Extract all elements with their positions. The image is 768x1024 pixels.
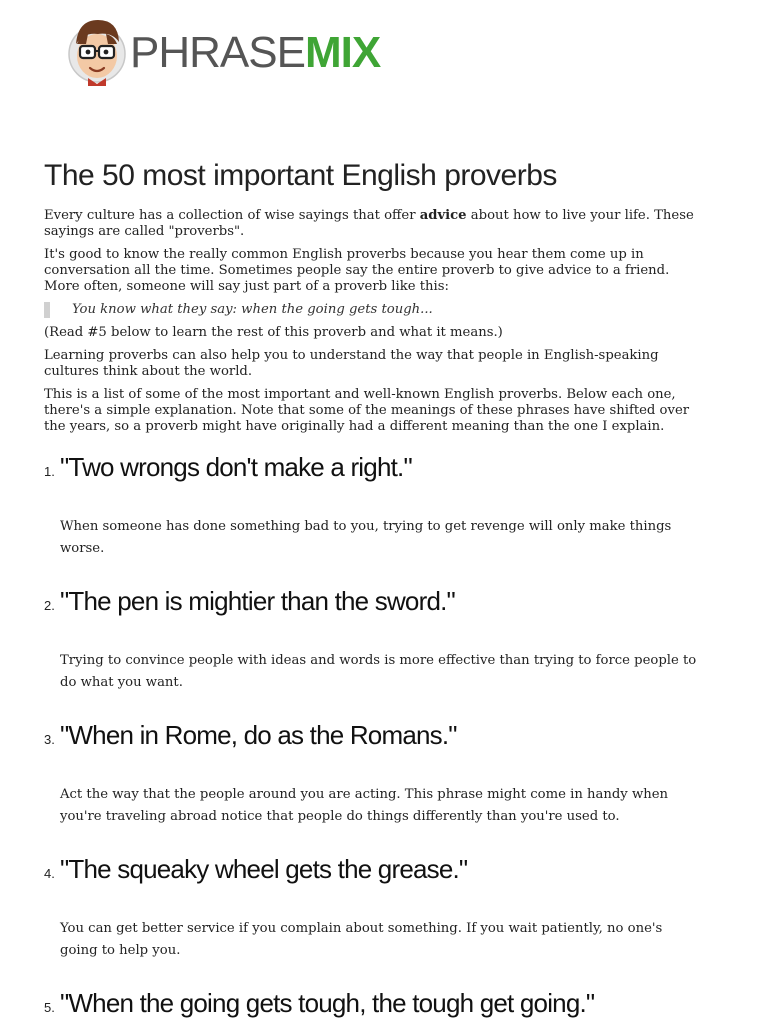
proverb-number: 4. [44, 866, 55, 881]
proverb-item [44, 584, 724, 718]
phrasemix-logo[interactable] [68, 14, 381, 86]
proverb-description: Act the way that the people around you are acting. This phrase might come in handy when you're traveling abroad notice that people do things differently than you're used to. [60, 787, 669, 824]
brand-name-part2: MIX [304, 28, 381, 77]
proverb-title: "When the going gets tough, the tough get going." [60, 988, 595, 1018]
proverb-description: When someone has done something bad to you, trying to get revenge will only make things worse. [60, 519, 672, 556]
article-intro [44, 208, 694, 442]
proverb-item [44, 986, 724, 1024]
intro-paragraph-4: Learning proverbs can also help you to understand the way that people in English-speaking cultures think about the world. [44, 348, 659, 379]
proverb-item [44, 450, 724, 584]
intro-paragraph-5: This is a list of some of the most important and well-known English proverbs. Below each one, there's a simple explanation. Note that some of the meanings of these phrases have shifted over the years, so a proverb might have originally had a different meaning than the one I explain. [44, 387, 690, 434]
proverb-item [44, 852, 724, 986]
proverb-item [44, 718, 724, 852]
example-quote: You know what they say: when the going gets tough... [44, 302, 694, 318]
proverb-number: 3. [44, 732, 55, 747]
intro-paragraph-2: It's good to know the really common English proverbs because you hear them come up in conversation all the time. Sometimes people say the entire proverb to give advice to a friend. More often, someone will say just part of a proverb like this: [44, 247, 670, 294]
proverb-number: 5. [44, 1000, 55, 1015]
page-title: The 50 most important English proverbs [44, 159, 557, 192]
cartoon-face-with-glasses-icon [68, 14, 126, 86]
intro-text: Every culture has a collection of wise sayings that offer [44, 208, 420, 223]
intro-paragraph-3: (Read #5 below to learn the rest of this proverb and what it means.) [44, 325, 503, 340]
proverb-list [44, 450, 724, 1024]
proverb-title: "The squeaky wheel gets the grease." [60, 854, 468, 884]
intro-paragraph-1 [44, 208, 694, 240]
brand-name [130, 28, 380, 78]
proverb-number: 2. [44, 598, 55, 613]
proverb-title: "When in Rome, do as the Romans." [60, 720, 457, 750]
proverb-description: You can get better service if you complain about something. If you wait patiently, no one's going to help you. [60, 921, 663, 958]
brand-name-part1: PHRASE [130, 28, 305, 77]
intro-bold-word: advice [419, 208, 467, 223]
proverb-number: 1. [44, 464, 55, 479]
proverb-title: "Two wrongs don't make a right." [60, 452, 412, 482]
proverb-title: "The pen is mightier than the sword." [60, 586, 455, 616]
proverb-description: Trying to convince people with ideas and words is more effective than trying to force people to do what you want. [60, 653, 697, 690]
intro-text: about how to live your life. These sayings are called "proverbs". [44, 208, 694, 239]
